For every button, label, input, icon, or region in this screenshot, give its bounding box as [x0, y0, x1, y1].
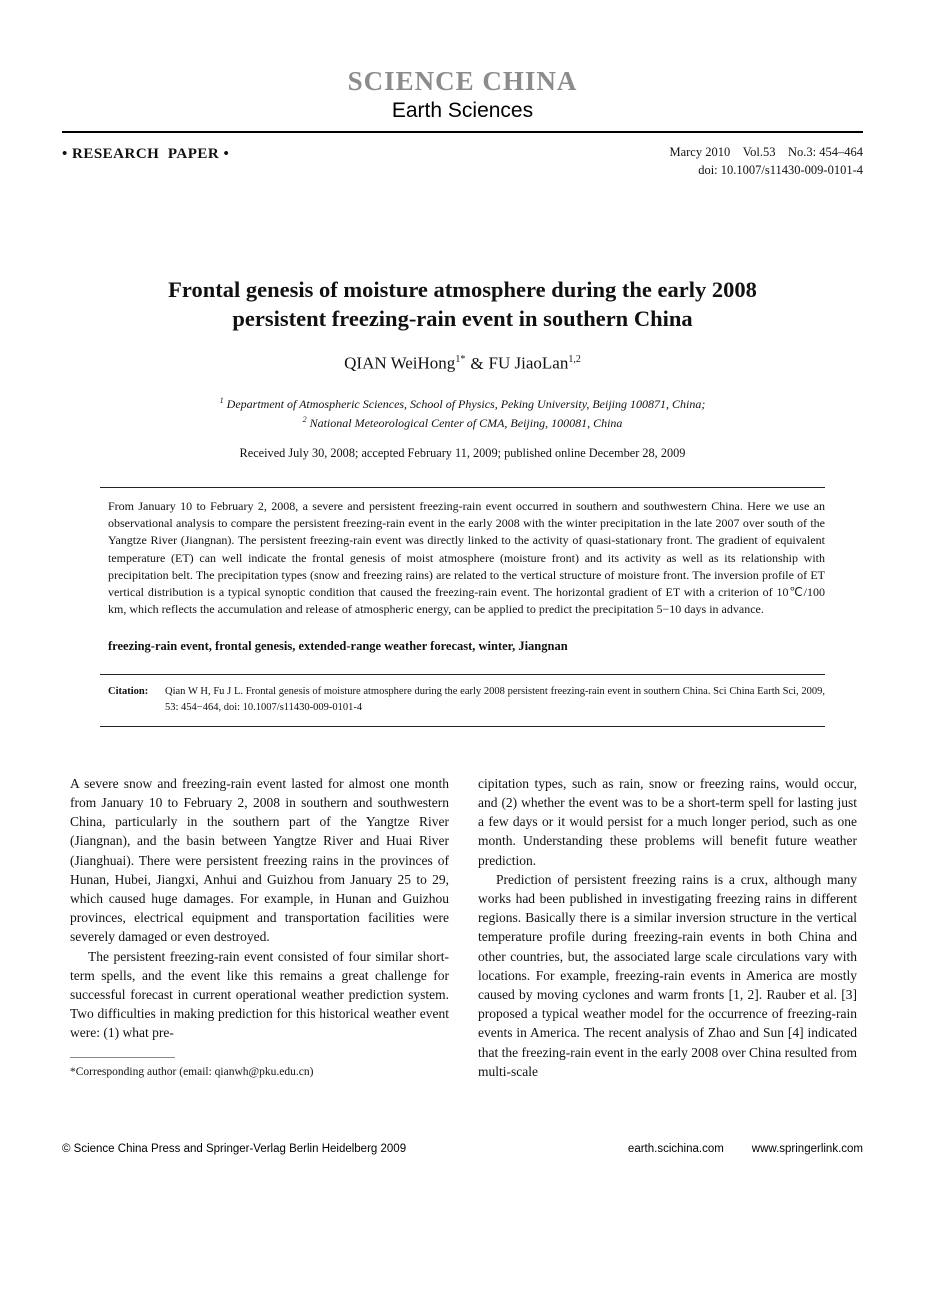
header-row	[62, 143, 863, 179]
citation-block	[100, 675, 825, 726]
issue-block	[669, 143, 863, 179]
affiliations-block	[62, 393, 863, 432]
doi-text: doi: 10.1007/s11430-009-0101-4	[698, 163, 863, 177]
right-column	[478, 774, 857, 1081]
page-footer	[62, 1143, 863, 1155]
body-columns	[70, 774, 857, 1081]
affiliation-line-1	[62, 393, 863, 413]
citation-label: Citation:	[108, 685, 149, 697]
affiliation-line-2	[62, 412, 863, 432]
affiliation-text-1: Department of Atmospheric Sciences, School of Physics, Peking University, Beijing 100871, China;	[226, 396, 706, 411]
copyright-text: © Science China Press and Springer-Verlag Berlin Heidelberg 2009	[62, 1143, 407, 1155]
article-title	[62, 275, 863, 333]
body-paragraph: The persistent freezing-rain event consisted of four similar short-term spells, and the event like this remains a great challenge for successful forecast in current operational weather prediction system. Two difficulties in making prediction for this historical weather event were: (1) what pre-	[70, 948, 449, 1041]
body-paragraph: Prediction of persistent freezing rains is a crux, although many works had been published in investigating freezing rains in different regions. Basically there is a similar inversion structure in the vertical temperature profile during freezing-rain events in both China and other countries, but, the associated large scale circulations vary with locations. For example, freezing-rain events in America are mostly caused by moving cyclones and warm fronts [1, 2]. Rauber et al. [3] proposed a typical weather model for the occurrence of freezing-rain events in America. The recent analysis of Zhao and Sun [4] indicated that the freezing-rain event in the early 2008 over China resulted from multi-scale	[478, 871, 857, 1079]
author-superscript-2: 1,2	[568, 354, 581, 365]
citation-bottom-rule	[100, 726, 825, 727]
issue-info: Marcy 2010 Vol.53 No.3: 454–464	[669, 145, 863, 159]
footnote-rule	[70, 1057, 175, 1058]
body-paragraph: cipitation types, such as rain, snow or freezing rains, would occur, and (2) whether the event was to be a short-term spell for lasting just a few days or it would persist for a much longer period, such as one month. Understanding these problems will benefit future weather prediction.	[478, 775, 857, 868]
journal-name: SCIENCE CHINA	[347, 66, 578, 96]
title-line-2: persistent freezing-rain event in southern China	[232, 306, 693, 331]
authors-line	[62, 349, 863, 375]
author-name-1: QIAN WeiHong	[344, 353, 456, 373]
footer-link-springerlink[interactable]: www.springerlink.com	[751, 1143, 863, 1155]
journal-subtitle: Earth Sciences	[391, 99, 534, 122]
footnote-text: *Corresponding author (email: qianwh@pku.edu.cn)	[70, 1065, 314, 1078]
author-separator: &	[470, 353, 484, 373]
footer-link-scichina[interactable]: earth.scichina.com	[627, 1143, 724, 1155]
left-column	[70, 774, 449, 1081]
received-line: Received July 30, 2008; accepted February 11, 2009; published online December 28, 2009	[239, 445, 686, 460]
abstract-section	[100, 487, 825, 727]
affiliation-superscript-2: 2	[302, 415, 307, 425]
footer-links	[628, 1143, 863, 1155]
affiliation-superscript-1: 1	[219, 395, 224, 405]
body-paragraph: A severe snow and freezing-rain event lasted for almost one month from January 10 to February 2, 2008 in southern and southwestern China, particularly in the southern part of the Yangtze River (Jiangnan), and the basin between Yangtze River and Huai River (Jianghuai). There were persistent freezing rains in the provinces of Hunan, Hubei, Jiangxi, Anhui and Guizhou from January 25 to 29, which caused huge damages. For example, in Hunan and Guizhou provinces, electrical equipment and transportation facilities were severely damaged or even destroyed.	[70, 775, 449, 945]
affiliation-text-2: National Meteorological Center of CMA, Beijing, 100081, China	[309, 416, 623, 431]
title-line-1: Frontal genesis of moisture atmosphere during the early 2008	[168, 277, 757, 302]
abstract-text: From January 10 to February 2, 2008, a severe and persistent freezing-rain event occurred in southern and southwestern China. Here we use an observational analysis to compare the persistent freezing-rain event in the early 2008 with the winter precipitation in the late 2007 over south of the Yangtze River (Jiangnan). The persistent freezing-rain event was directly linked to the activity of quasi-stationary front. The gradient of equivalent temperature (ET) can well indicate the frontal genesis of moist atmosphere (moisture front) and its activity as well as its relationship with precipitation belt. The precipitation types (snow and freezing rains) are related to the vertical structure of moisture front. The inversion profile of ET vertical distribution is a typical synoptic condition that caused the freezing-rain event. The horizontal gradient of ET with a criterion of 10℃/100 km, which reflects the accumulation and release of atmospheric energy, can be applied to predict the precipitation 5−10 days in advance.	[108, 498, 825, 617]
author-superscript-1: 1*	[455, 354, 466, 365]
keywords-line: freezing-rain event, frontal genesis, extended-range weather forecast, winter, Jiangnan	[108, 638, 568, 653]
header-rule	[62, 131, 863, 133]
article-type-label: • RESEARCH PAPER •	[62, 146, 230, 162]
citation-text: Qian W H, Fu J L. Frontal genesis of moisture atmosphere during the early 2008 persistent freezing-rain event in southern China. Sci China Earth Sci, 2009, 53: 454−464, doi: 10.1007/s11430-009-0101-4	[165, 685, 825, 713]
author-name-2: FU JiaoLan	[488, 353, 569, 373]
